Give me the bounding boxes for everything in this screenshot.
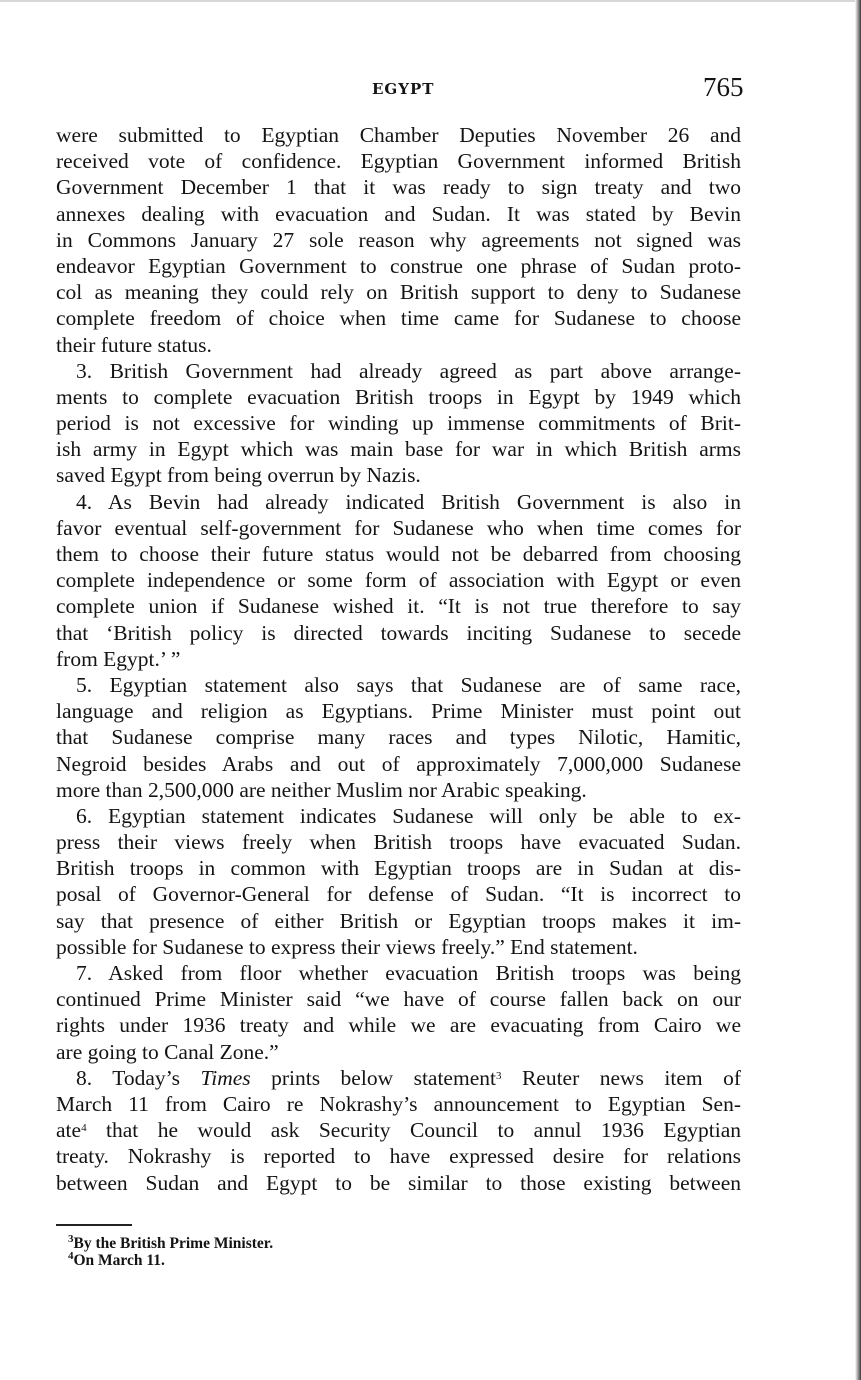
text-segment: ate (56, 1118, 82, 1143)
paragraph-6-start: 6. Egyptian statement indicates Sudanese will only be able to ex- (76, 803, 741, 828)
text-line: are going to Canal Zone.” (56, 1039, 279, 1064)
text-line: from Egypt.’ ” (56, 646, 181, 671)
footnote (68, 1252, 273, 1269)
paragraph-8-start (56, 1065, 741, 1091)
text-line: ments to complete evacuation British troops in Egypt by 1949 which (56, 384, 741, 409)
text-line: endeavor Egyptian Government to construe one phrase of Sudan proto- (56, 253, 741, 278)
text-segment: prints below statement (250, 1065, 496, 1090)
text-line: more than 2,500,000 are neither Muslim nor Arabic speaking. (56, 777, 587, 802)
footnotes (68, 1235, 273, 1269)
footnote-text: On March 11. (73, 1252, 165, 1269)
text-line: between Sudan and Egypt to be similar to those existing between (56, 1170, 741, 1195)
text-line: were submitted to Egyptian Chamber Deputies November 26 and (56, 123, 741, 147)
text-segment: Reuter news item of (501, 1065, 741, 1090)
text-segment: that he would ask Security Council to annul 1936 Egyptian (86, 1118, 741, 1143)
text-line: rights under 1936 treaty and while we are evacuating from Cairo we (56, 1013, 741, 1038)
text-line: press their views freely when British troops have evacuated Sudan. (56, 830, 741, 855)
text-line: that Sudanese comprise many races and types Nilotic, Hamitic, (56, 725, 741, 750)
text-line: complete freedom of choice when time came for Sudanese to choose (56, 306, 741, 331)
footnote-ref-3[interactable]: 3 (495, 1069, 502, 1082)
paragraph-4-start: 4. As Bevin had already indicated British Government is also in (76, 489, 741, 514)
text-line: continued Prime Minister said “we have of course fallen back on our (56, 987, 741, 1012)
text-line: them to choose their future status would not be debarred from choosing (56, 542, 741, 566)
text-line: possible for Sudanese to express their views freely.” End statement. (56, 934, 638, 959)
text-segment: 8. Today’s (76, 1065, 201, 1090)
italic-title-times: Times (200, 1065, 251, 1090)
footnote-mark: 3 (68, 1233, 74, 1245)
footnote-ref-4[interactable]: 4 (81, 1122, 87, 1135)
footnote-mark: 4 (68, 1250, 74, 1262)
footnote (68, 1235, 273, 1252)
text-line: saved Egypt from being overrun by Nazis. (56, 463, 421, 488)
text-line: period is not excessive for winding up immense commitments of Brit- (56, 411, 741, 436)
text-line: Government December 1 that it was ready to sign treaty and two (56, 175, 741, 200)
body-text (56, 122, 741, 1196)
text-line: that ‘British policy is directed towards inciting Sudanese to secede (56, 620, 741, 645)
footnote-text: By the British Prime Minister. (73, 1235, 274, 1252)
text-line: say that presence of either British or Egyptian troops makes it im- (56, 908, 741, 933)
running-head: EGYPT (372, 80, 435, 98)
text-line: British troops in common with Egyptian troops are in Sudan at dis- (56, 856, 741, 881)
text-line: in Commons January 27 sole reason why agreements not signed was (56, 227, 741, 252)
text-line: received vote of confidence. Egyptian Government informed British (56, 149, 741, 174)
text-line: treaty. Nokrashy is reported to have expressed desire for relations (56, 1144, 741, 1169)
text-line: annexes dealing with evacuation and Sudan. It was stated by Bevin (56, 201, 741, 226)
text-line (56, 1117, 741, 1143)
text-line: March 11 from Cairo re Nokrashy’s announcement to Egyptian Sen- (56, 1091, 741, 1116)
page-top-edge (0, 0, 861, 2)
page-right-edge-shadow (855, 0, 861, 1380)
text-line: col as meaning they could rely on British support to deny to Sudanese (56, 280, 741, 305)
paragraph-3-start: 3. British Government had already agreed as part above arrange- (76, 358, 741, 383)
page-number: 765 (703, 72, 744, 102)
text-line: language and religion as Egyptians. Prime Minister must point out (56, 699, 741, 724)
text-line: posal of Governor-General for defense of Sudan. “It is incorrect to (56, 882, 741, 907)
paragraph-7-start: 7. Asked from floor whether evacuation British troops was being (76, 961, 741, 985)
text-line: favor eventual self-government for Sudanese who when time comes for (56, 515, 741, 540)
paragraph-5-start: 5. Egyptian statement also says that Sudanese are of same race, (76, 672, 741, 697)
footnote-divider (56, 1224, 132, 1226)
text-line: their future status. (56, 332, 212, 357)
text-line: complete union if Sudanese wished it. “It is not true therefore to say (56, 594, 741, 619)
text-line: ish army in Egypt which was main base for war in which British arms (56, 437, 741, 462)
text-line: complete independence or some form of association with Egypt or even (56, 568, 741, 593)
text-line: Negroid besides Arabs and out of approximately 7,000,000 Sudanese (56, 751, 741, 776)
